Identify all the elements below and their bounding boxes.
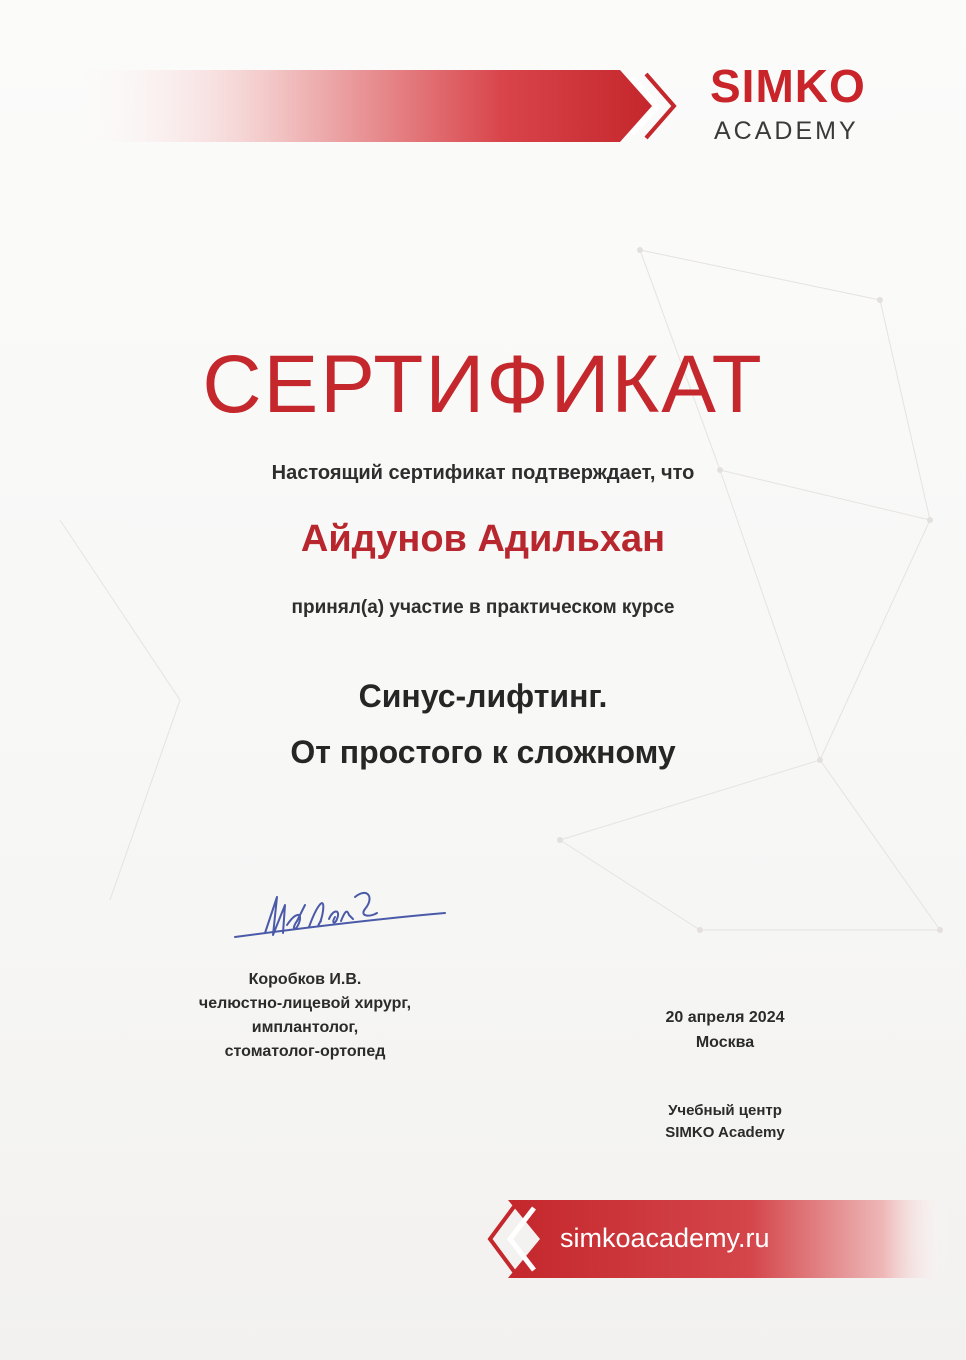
top-banner-band bbox=[60, 70, 680, 142]
training-center-block bbox=[620, 1100, 830, 1144]
issue-date: 20 апреля 2024 bbox=[665, 1009, 785, 1026]
handwritten-signature bbox=[225, 875, 455, 955]
website-link[interactable]: simkoacademy.ru bbox=[560, 1223, 770, 1253]
logo-main-text: SIMKO bbox=[710, 60, 866, 112]
logo-sub-text: ACADEMY bbox=[714, 117, 859, 145]
signer-name: Коробков И.В. bbox=[248, 971, 362, 988]
training-center-line-2: SIMKO Academy bbox=[665, 1124, 785, 1141]
participation-text: принял(а) участие в практическом курсе bbox=[291, 597, 675, 618]
simko-academy-logo bbox=[710, 62, 930, 148]
course-title bbox=[0, 668, 966, 780]
training-center-line-1: Учебный центр bbox=[668, 1102, 782, 1119]
recipient-name: Айдунов Адильхан bbox=[300, 518, 666, 560]
signer-role-1: челюстно-лицевой хирург, bbox=[198, 995, 412, 1012]
certificate-title: СЕРТИФИКАТ bbox=[202, 339, 764, 430]
course-title-line-2: От простого к сложному bbox=[290, 734, 676, 770]
signer-role-2: имплантолог, bbox=[251, 1019, 359, 1036]
course-title-line-1: Синус-лифтинг. bbox=[358, 678, 608, 714]
issue-city: Москва bbox=[695, 1034, 755, 1051]
date-place-block bbox=[620, 1005, 830, 1055]
confirm-text: Настоящий сертификат подтверждает, что bbox=[271, 462, 695, 484]
signer-role-3: стоматолог-ортопед bbox=[224, 1043, 386, 1060]
signer-block bbox=[170, 968, 440, 1064]
